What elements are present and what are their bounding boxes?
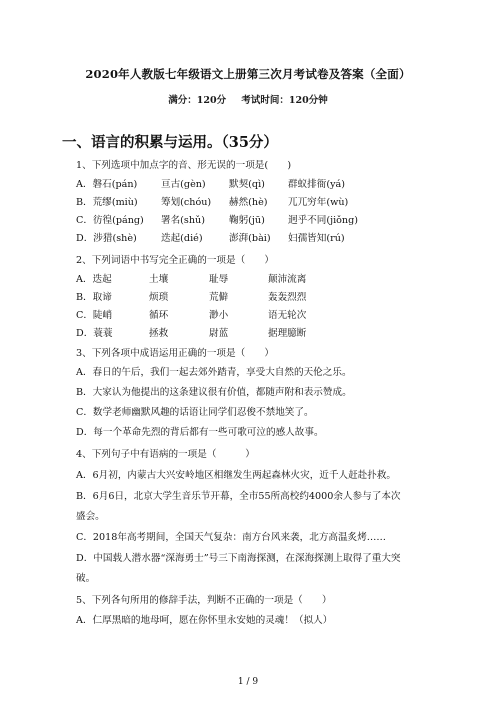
question-4-option-c: C．2018年高考期间，全国天气复杂：南方台风来袭，北方高温炙烤…… (76, 532, 386, 543)
option-cell: 妇孺皆知(rú) (288, 233, 345, 244)
option-cell: A．磐石(pán) (76, 179, 138, 190)
question-4-option-b-cont: 盛会。 (76, 511, 105, 522)
option-cell: 鞠躬(jū) (229, 215, 265, 226)
option-cell: 迭起(dié) (161, 233, 203, 244)
score-label: 满分：120分 (168, 95, 227, 106)
question-4-option-d: D．中国载人潜水器“深海勇士”号三下南海探测，在深海探测上取得了重大突 (76, 553, 401, 564)
question-4-option-b: B．6月6日，北京大学生音乐节开幕，全市55所高校约4000余人参与了本次 (76, 491, 401, 502)
option-cell: 亘古(gèn) (161, 179, 206, 190)
section-heading: 一、语言的积累与运用。（35分） (62, 134, 278, 151)
option-cell: 筹划(chóu) (161, 197, 212, 208)
question-3-option-c: C．数学老师幽默风趣的话语让同学们忍俊不禁地笑了。 (76, 407, 314, 418)
page-title: 2020年人教版七年级语文上册第三次月考试卷及答案（全面） (85, 67, 411, 81)
option-cell: 拯救 (149, 328, 169, 339)
option-cell: 语无轮次 (268, 310, 307, 321)
option-cell: C．彷徨(páng) (76, 215, 144, 226)
option-cell: 颠沛流离 (268, 274, 307, 285)
option-cell: A．迭起 (76, 274, 112, 285)
option-cell: 尉蓝 (209, 328, 229, 339)
option-cell: 耻辱 (209, 274, 229, 285)
option-cell: 赫然(hè) (229, 197, 268, 208)
question-3-option-b: B．大家认为他提出的这条建议很有价值，都随声附和表示赞成。 (76, 387, 352, 398)
option-cell: 群蚁排衙(yá) (288, 179, 346, 190)
option-cell: 迥乎不同(jiǒng) (288, 215, 358, 226)
question-5-stem: 5、下列各句所用的修辞手法，判断不正确的一项是（ ） (76, 595, 332, 606)
option-cell: C．陡峭 (76, 310, 113, 321)
question-4-option-d-cont: 破。 (76, 573, 96, 584)
option-cell: 渺小 (209, 310, 229, 321)
question-3-option-a: A．春日的午后，我们一起去郊外踏青，享受大自然的天伦之乐。 (76, 367, 352, 378)
option-cell: 兀兀穷年(wù) (288, 197, 349, 208)
option-cell: 荒僻 (209, 292, 229, 303)
option-cell: 土壤 (149, 274, 169, 285)
option-cell: 烦琐 (149, 292, 169, 303)
question-3-option-d: D．每一个革命先烈的背后都有一些可歌可泣的感人故事。 (76, 427, 324, 438)
question-4-option-a: A．6月初，内蒙古大兴安岭地区相继发生两起森林火灾，近千人赶赴扑救。 (76, 470, 397, 481)
question-3-stem: 3、下列各项中成语运用正确的一项是（ ） (76, 348, 274, 359)
option-cell: 澎湃(bài) (229, 233, 271, 244)
exam-meta (0, 92, 496, 106)
option-cell: 循环 (149, 310, 169, 321)
option-cell: 署名(shǔ) (161, 215, 205, 226)
option-cell: D．涉猎(shè) (76, 233, 137, 244)
option-cell: B．取谛 (76, 292, 112, 303)
option-cell: D．蓑蓑 (76, 328, 113, 339)
option-cell: 据理臆断 (268, 328, 307, 339)
page-number: 1 / 9 (237, 677, 259, 687)
option-cell: B．荒缪(miù) (76, 197, 138, 208)
option-cell: 轰轰烈烈 (268, 292, 307, 303)
option-cell: 默契(qì) (229, 179, 265, 190)
question-5-option-a: A．仁厚黑暗的地母呵，愿在你怀里永安她的灵魂！（拟人） (76, 615, 333, 626)
time-label: 考试时间：120分钟 (241, 95, 328, 106)
question-1-stem: 1、下列选项中加点字的音、形无误的一项是( ) (76, 160, 292, 171)
question-2-stem: 2、下列词语中书写完全正确的一项是（ ） (76, 255, 274, 266)
question-4-stem: 4、下列句子中有语病的一项是（ ） (76, 449, 255, 460)
